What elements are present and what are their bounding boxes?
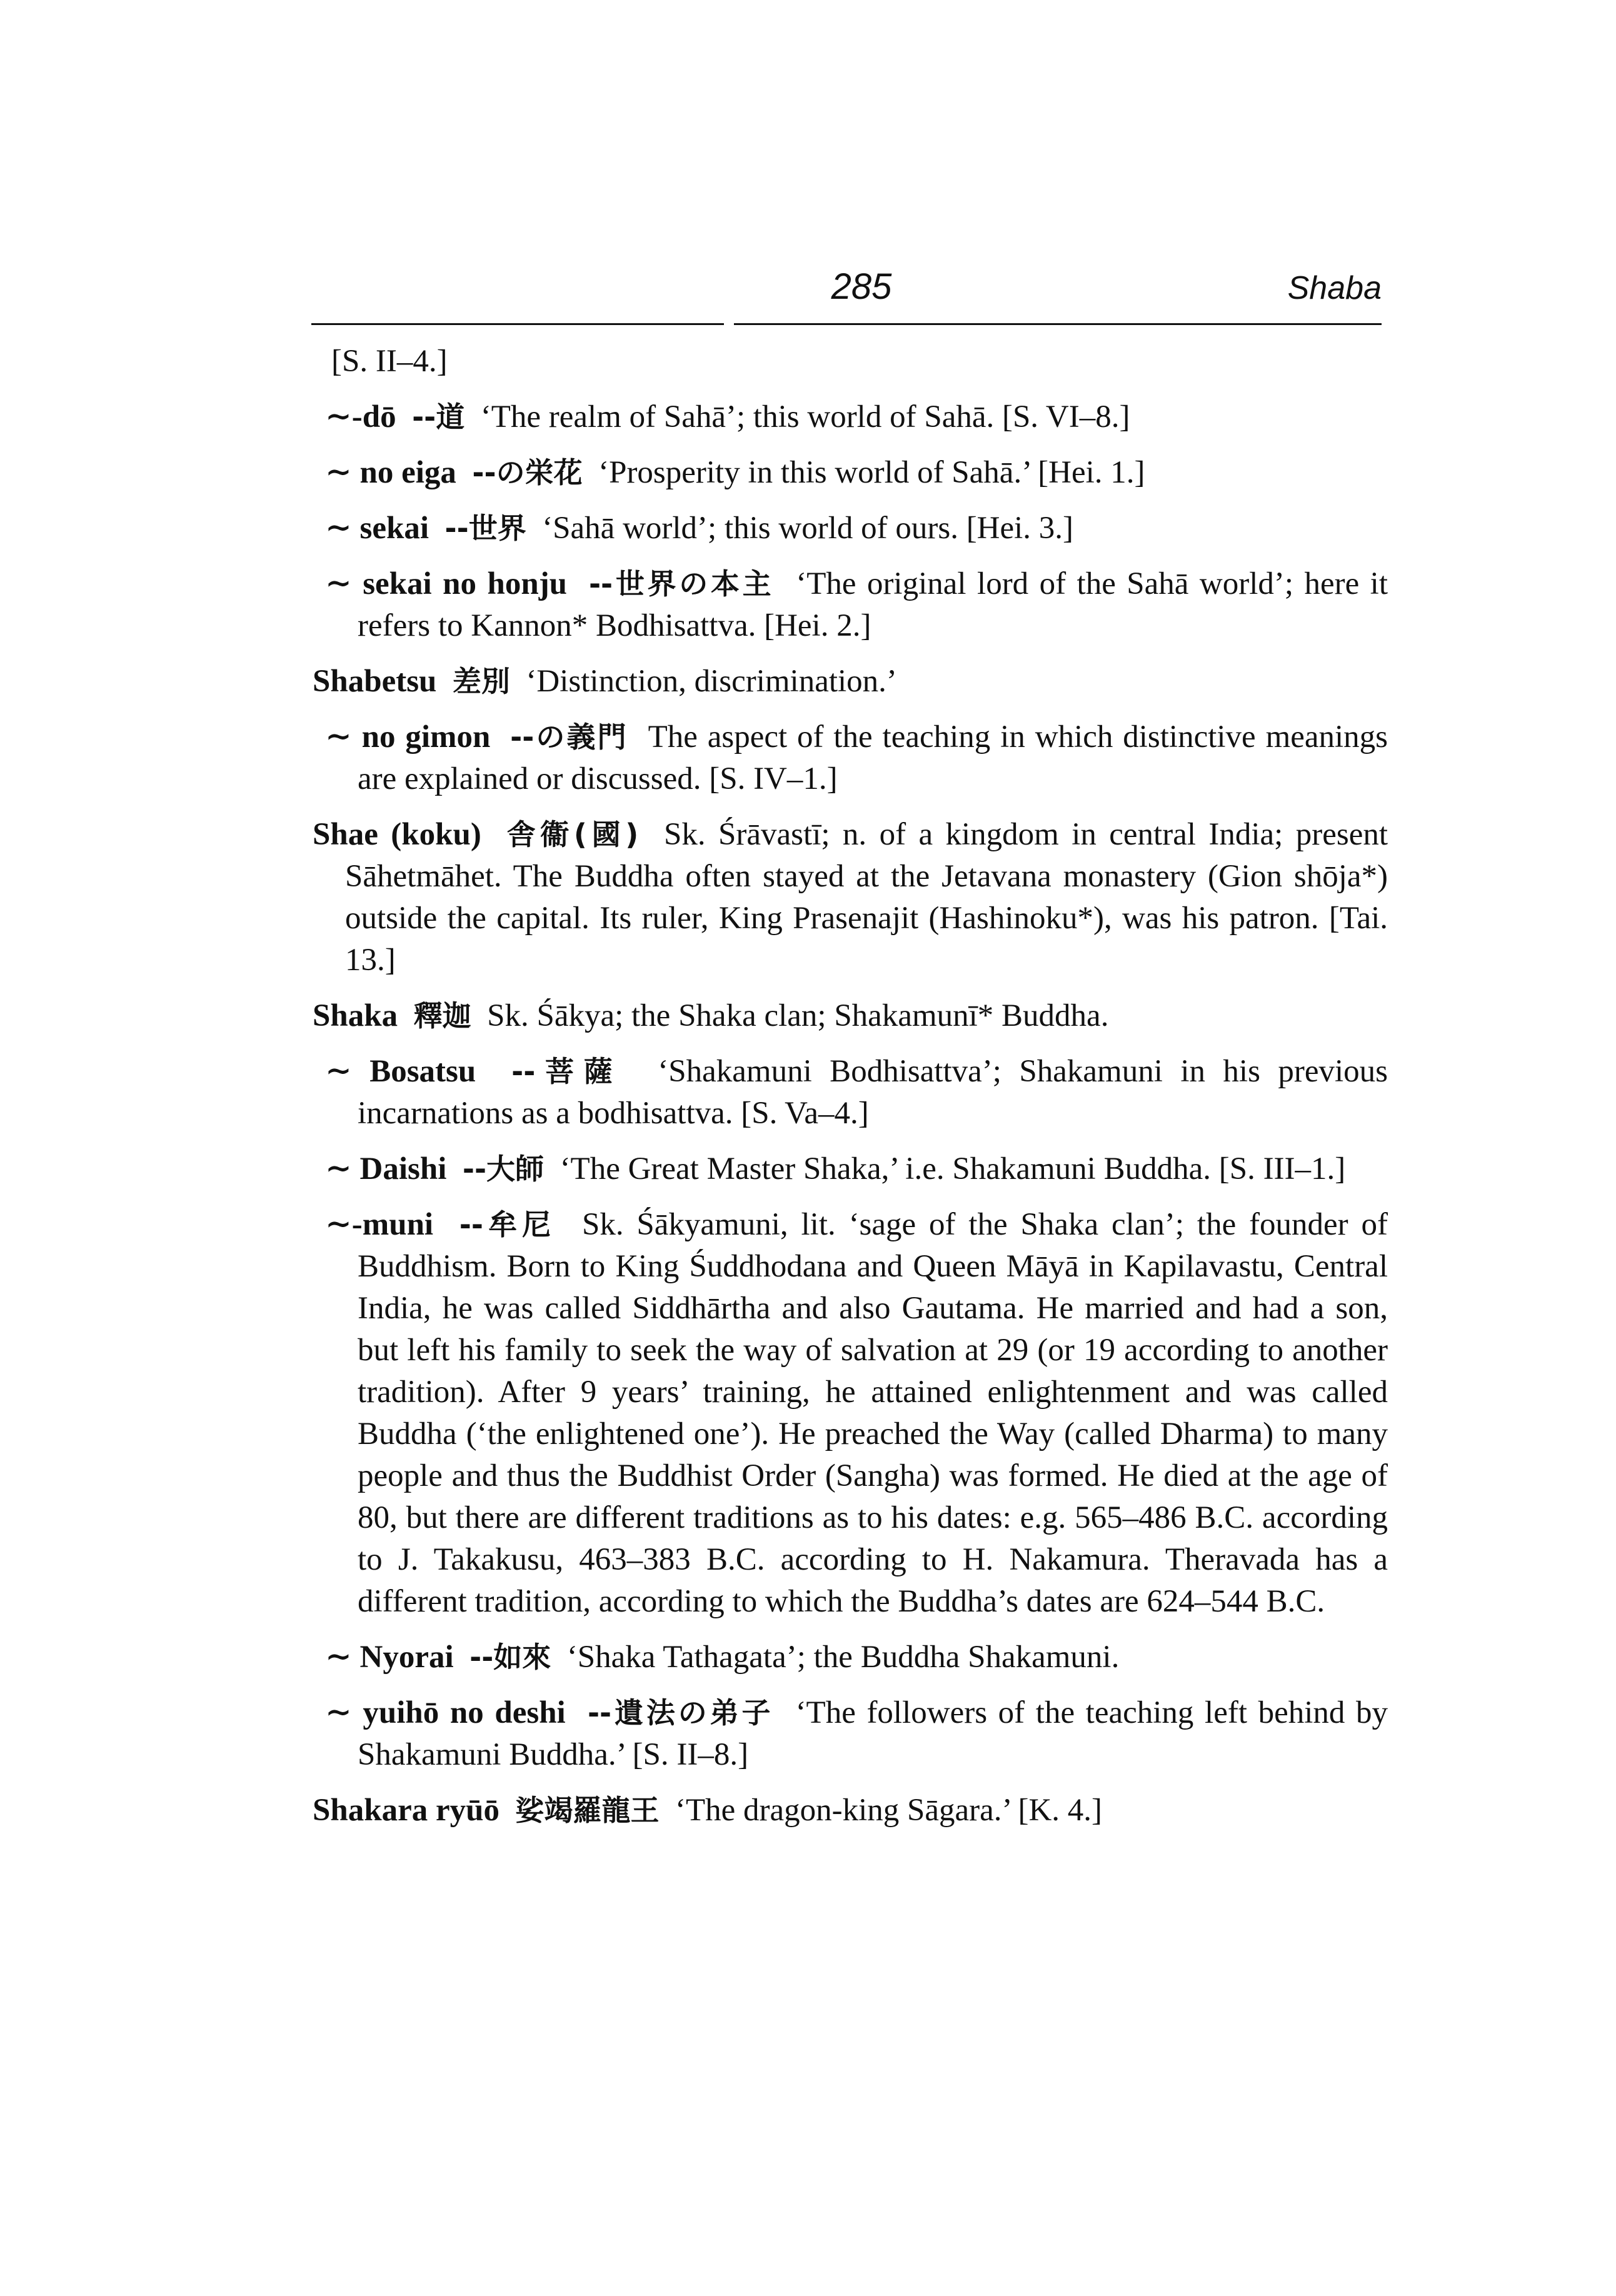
entry-kanji: 釋迦 — [413, 999, 471, 1033]
tilde-mark: ∼ — [325, 1151, 352, 1186]
entry-kanji: --道 — [412, 400, 465, 434]
entry-headword: no gimon — [361, 719, 491, 754]
tilde-mark: ∼ — [325, 399, 352, 434]
entry-text: Sk. Śākyamuni, lit. ‘sage of the Shaka clan’; the founder of Buddhism. Born to King Śuddhodana and Queen Māyā in Kapilavastu, Central India, he was called Siddhārtha and also Gautama. He married and had a son, but left his family to seek the way of salvation at 29 (or 19 according to another tradition). After 9 years’ training, he attained enlightenment and was called Buddha (‘the enlightened one’). He preached the Way (called Dharma) to many people and thus the Buddhist Order (Sangha) was formed. He died at the age of 80, but there are different traditions as to his dates: e.g. 565–486 B.C. according to J. Takakusu, 463–383 B.C. according to H. Nakamura. Theravada has a different tradition, according to which the Buddha’s dates are 624–544 B.C. — [358, 1207, 1388, 1619]
entry-text: ‘The Great Master Shaka,’ i.e. Shakamuni Buddha. [S. III–1.] — [560, 1151, 1346, 1186]
dictionary-entries — [313, 341, 1388, 1845]
entry-headword: -muni — [351, 1207, 434, 1242]
entry-headword: Shabetsu — [313, 664, 437, 699]
dictionary-entry — [325, 1692, 1388, 1776]
entry-kanji: --大師 — [462, 1152, 545, 1186]
dictionary-entry — [313, 995, 1388, 1037]
entry-text: [S. II–4.] — [331, 344, 448, 379]
entry-kanji: --世界の本主 — [588, 567, 775, 601]
dictionary-entry — [325, 1051, 1388, 1135]
entry-kanji: --遺法の弟子 — [587, 1696, 774, 1730]
entry-kanji: 舎衞(國) — [506, 818, 639, 851]
dictionary-entry — [325, 1637, 1388, 1678]
tilde-mark: ∼ — [325, 719, 352, 754]
dictionary-entry — [313, 814, 1388, 981]
dictionary-entry — [325, 396, 1388, 438]
running-head: Shaba — [1287, 270, 1382, 306]
entry-headword: Shaka — [313, 998, 398, 1033]
dictionary-entry — [313, 661, 1388, 703]
entry-headword: Bosatsu — [369, 1054, 476, 1089]
tilde-mark: ∼ — [325, 1695, 352, 1730]
tilde-mark: ∼ — [325, 511, 352, 546]
entry-headword: -dō — [351, 399, 396, 434]
entry-kanji: 娑竭羅龍王 — [515, 1793, 660, 1827]
entry-kanji: --牟尼 — [459, 1208, 556, 1241]
entry-kanji: --世界 — [444, 511, 526, 545]
entry-text: ‘The realm of Sahā’; this world of Sahā. [S. VI–8.] — [480, 399, 1130, 434]
entry-text: ‘Shakamuni Bodhisattva’; Shakamuni in his previous incarnations as a bodhisattva. [S. Va–4.] — [358, 1054, 1388, 1131]
dictionary-entry — [325, 1148, 1388, 1190]
dictionary-entry — [325, 1204, 1388, 1623]
entry-headword: Daishi — [359, 1151, 447, 1186]
entry-headword: Nyorai — [359, 1640, 454, 1675]
entry-headword: yuihō no deshi — [363, 1695, 566, 1730]
entry-text: ‘The dragon-king Sāgara.’ [K. 4.] — [675, 1793, 1103, 1828]
dictionary-entry — [325, 563, 1388, 647]
page-header — [311, 266, 1382, 328]
entry-text: Sk. Śrāvastī; n. of a kingdom in central India; present Sāhetmāhet. The Buddha often stayed at the Jetavana monastery (Gion shōja*) outside the capital. Its ruler, King Prasenajit (Hashinoku*), was his patron. [Tai. 13.] — [345, 817, 1388, 978]
entry-text: ‘The followers of the teaching left behind by Shakamuni Buddha.’ [S. II–8.] — [358, 1695, 1388, 1772]
entry-text: ‘Shaka Tathagata’; the Buddha Shakamuni. — [566, 1640, 1120, 1675]
tilde-mark: ∼ — [325, 455, 352, 490]
tilde-mark: ∼ — [325, 1207, 352, 1242]
entry-text: ‘Prosperity in this world of Sahā.’ [Hei. 1.] — [598, 455, 1145, 490]
dictionary-entry — [325, 716, 1388, 800]
entry-text: The aspect of the teaching in which distinctive meanings are explained or discussed. [S. IV–1.] — [358, 719, 1388, 796]
entry-text: ‘Distinction, discrimination.’ — [526, 664, 897, 699]
page-number: 285 — [831, 266, 892, 307]
tilde-mark: ∼ — [325, 1054, 352, 1089]
header-rule-left — [311, 323, 724, 325]
entry-kanji: --の義門 — [510, 720, 628, 754]
header-rule-right — [734, 323, 1382, 325]
entry-headword: Shakara ryūō — [313, 1793, 499, 1828]
entry-headword: Shae (koku) — [313, 817, 481, 852]
entry-continuation — [331, 341, 1388, 383]
dictionary-entry — [325, 508, 1388, 549]
entry-kanji: --の栄花 — [472, 456, 583, 489]
entry-headword: sekai — [359, 511, 429, 546]
entry-kanji: 差別 — [452, 664, 510, 698]
dictionary-entry — [325, 452, 1388, 494]
entry-text: ‘Sahā world’; this world of ours. [Hei. 3.] — [542, 511, 1074, 546]
entry-kanji: --如來 — [469, 1640, 551, 1674]
entry-text: ‘The original lord of the Sahā world’; here it refers to Kannon* Bodhisattva. [Hei. 2.] — [358, 566, 1388, 643]
entry-headword: no eiga — [359, 455, 456, 490]
entry-headword: sekai no honju — [363, 566, 568, 601]
dictionary-entry — [313, 1790, 1388, 1832]
entry-text: Sk. Śākya; the Shaka clan; Shakamunī* Buddha. — [487, 998, 1109, 1033]
entry-kanji: --菩薩 — [511, 1055, 623, 1088]
tilde-mark: ∼ — [325, 566, 352, 601]
tilde-mark: ∼ — [325, 1640, 352, 1675]
